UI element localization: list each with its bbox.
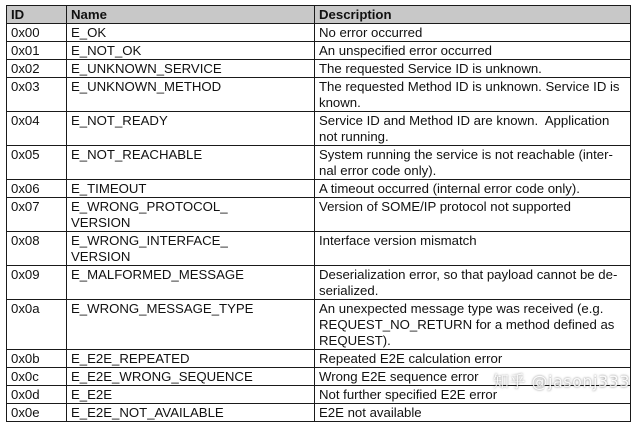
cell-name: E_E2E [67,386,315,404]
cell-name: E_E2E_WRONG_SEQUENCE [67,368,315,386]
table-row [7,404,631,422]
cell-id: 0x01 [7,42,67,60]
cell-id: 0x0e [7,404,67,422]
cell-description: The requested Method ID is unknown. Service ID is known. [315,78,631,112]
table-row [7,350,631,368]
cell-description: Not further specified E2E error [315,386,631,404]
cell-name: E_OK [67,24,315,42]
cell-id: 0x0a [7,300,67,350]
cell-name: E_E2E_NOT_AVAILABLE [67,404,315,422]
cell-id: 0x03 [7,78,67,112]
header-id: ID [7,6,67,24]
cell-id: 0x0d [7,386,67,404]
cell-id: 0x08 [7,232,67,266]
table-row [7,300,631,350]
cell-id: 0x00 [7,24,67,42]
cell-description: Deserialization error, so that payload cannot be de- serialized. [315,266,631,300]
cell-id: 0x06 [7,180,67,198]
table-row [7,146,631,180]
header-name: Name [67,6,315,24]
cell-id: 0x02 [7,60,67,78]
cell-id: 0x09 [7,266,67,300]
cell-name: E_E2E_REPEATED [67,350,315,368]
cell-name: E_UNKNOWN_SERVICE [67,60,315,78]
return-code-table [6,5,631,422]
cell-name: E_WRONG_MESSAGE_TYPE [67,300,315,350]
table-row [7,198,631,232]
cell-description: Wrong E2E sequence error [315,368,631,386]
cell-description: E2E not available [315,404,631,422]
cell-id: 0x07 [7,198,67,232]
table-row [7,78,631,112]
cell-description: The requested Service ID is unknown. [315,60,631,78]
cell-description: A timeout occurred (internal error code only). [315,180,631,198]
table-header-row [7,6,631,24]
table-row [7,232,631,266]
cell-description: An unexpected message type was received (e.g. REQUEST_NO_RETURN for a method defined as REQUEST). [315,300,631,350]
cell-id: 0x0c [7,368,67,386]
table-row [7,266,631,300]
cell-id: 0x0b [7,350,67,368]
table-row [7,112,631,146]
cell-name: E_NOT_OK [67,42,315,60]
cell-name: E_MALFORMED_MESSAGE [67,266,315,300]
cell-id: 0x05 [7,146,67,180]
table-row [7,24,631,42]
table-row [7,60,631,78]
watermark: 知乎 @jasonj333 [492,372,630,391]
cell-description: Service ID and Method ID are known. Application not running. [315,112,631,146]
cell-name: E_NOT_READY [67,112,315,146]
cell-name: E_TIMEOUT [67,180,315,198]
cell-name: E_WRONG_INTERFACE_ VERSION [67,232,315,266]
cell-name: E_WRONG_PROTOCOL_ VERSION [67,198,315,232]
cell-description: Interface version mismatch [315,232,631,266]
cell-description: Repeated E2E calculation error [315,350,631,368]
cell-name: E_NOT_REACHABLE [67,146,315,180]
cell-id: 0x04 [7,112,67,146]
table-row [7,42,631,60]
header-description: Description [315,6,631,24]
cell-description: System running the service is not reachable (inter- nal error code only). [315,146,631,180]
cell-description: An unspecified error occurred [315,42,631,60]
cell-description: No error occurred [315,24,631,42]
cell-name: E_UNKNOWN_METHOD [67,78,315,112]
table-row [7,180,631,198]
cell-description: Version of SOME/IP protocol not supported [315,198,631,232]
